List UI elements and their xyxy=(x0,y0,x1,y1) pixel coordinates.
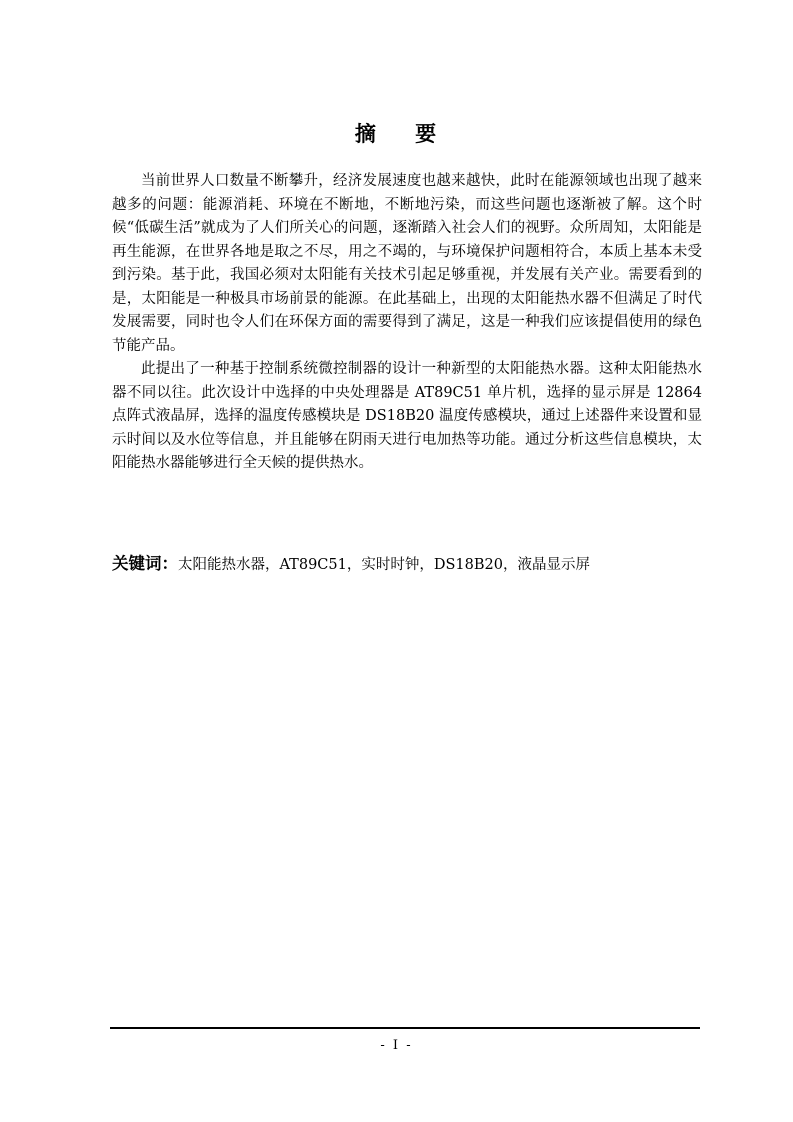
keywords-text: 太阳能热水器，AT89C51，实时时钟，DS18B20，液晶显示屏 xyxy=(178,557,590,573)
abstract-body xyxy=(112,170,702,476)
abstract-paragraph-2: 此提出了一种基于控制系统微控制器的设计一种新型的太阳能热水器。这种太阳能热水器不同以往。此次设计中选择的中央处理器是 AT89C51 单片机，选择的显示屏是 12864 点阵式液晶屏，选择的温度传感模块是 DS18B20 温度传感模块，通过上述器件来设置和显示时间以及水位等信息，并且能够在阴雨天进行电加热等功能。通过分析这些信息模块，太阳能热水器能够进行全天候的提供热水。 xyxy=(112,361,702,471)
abstract-paragraph-1: 当前世界人口数量不断攀升，经济发展速度也越来越快，此时在能源领域也出现了越来越多的问题：能源消耗、环境在不断地，不断地污染，而这些问题也逐渐被了解。这个时候“低碳生活”就成为了人们所关心的问题，逐渐踏入社会人们的视野。众所周知，太阳能是再生能源，在世界各地是取之不尽，用之不竭的，与环境保护问题相符合，本质上基本未受到污染。基于此，我国必须对太阳能有关技术引起足够重视，并发展有关产业。需要看到的是，太阳能是一种极具市场前景的能源。在此基础上，出现的太阳能热水器不但满足了时代发展需要，同时也令人们在环保方面的需要得到了满足，这是一种我们应该提倡使用的绿色节能产品。 xyxy=(112,173,702,354)
keywords-line xyxy=(112,552,702,577)
footer-divider xyxy=(110,1027,700,1029)
page-number: - I - xyxy=(380,1038,413,1053)
keywords-label: 关键词： xyxy=(112,554,178,573)
abstract-title: 摘 要 xyxy=(354,122,439,146)
